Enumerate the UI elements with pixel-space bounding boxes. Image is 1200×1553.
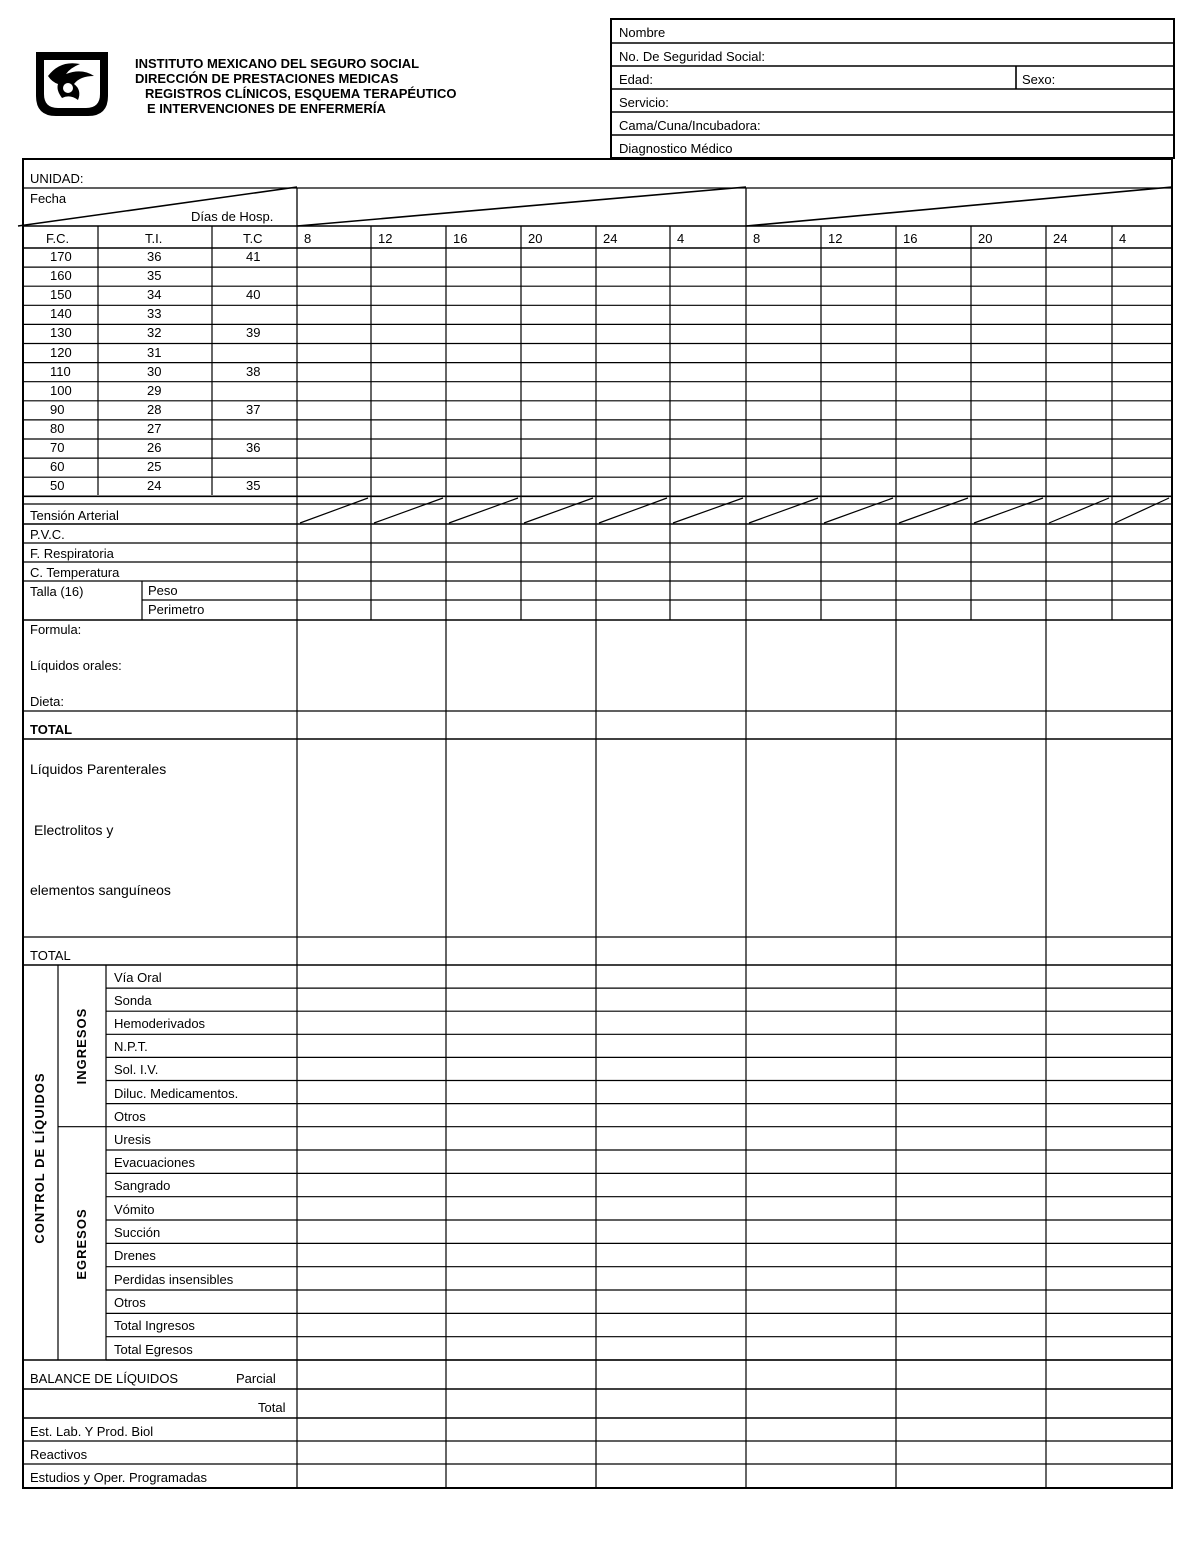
- hour-header: 16: [453, 231, 468, 246]
- cama-field[interactable]: Cama/Cuna/Incubadora:: [619, 118, 761, 133]
- parenterales-line-3: elementos sanguíneos: [30, 882, 171, 898]
- ti-value: 34: [147, 287, 162, 303]
- fc-value: 50: [50, 478, 65, 494]
- est-lab-label: Est. Lab. Y Prod. Biol: [30, 1424, 154, 1439]
- egreso-row-label: Total Ingresos: [114, 1318, 195, 1334]
- c-temperatura-label: C. Temperatura: [30, 565, 120, 580]
- hour-header: 20: [978, 231, 993, 246]
- balance-parcial-label: Parcial: [236, 1371, 276, 1386]
- parenterales-line-2: Electrolitos y: [34, 822, 114, 838]
- tension-arterial-label: Tensión Arterial: [30, 508, 119, 523]
- egreso-row-label: Vómito: [114, 1201, 155, 1217]
- total-oral-label: TOTAL: [30, 722, 73, 737]
- institution-line-2: DIRECCIÓN DE PRESTACIONES MEDICAS: [135, 71, 399, 86]
- ingreso-row-label: Vía Oral: [114, 970, 162, 985]
- ingreso-row-label: Hemoderivados: [114, 1016, 206, 1032]
- sexo-field[interactable]: Sexo:: [1022, 72, 1056, 87]
- perimetro-label: Perimetro: [148, 602, 205, 617]
- edad-field[interactable]: Edad:: [619, 72, 653, 87]
- ti-value: 31: [147, 344, 162, 360]
- tc-value: 40: [246, 287, 261, 303]
- ti-value: 25: [147, 459, 162, 475]
- institution-line-3: REGISTROS CLÍNICOS, ESQUEMA TERAPÉUTICO: [145, 86, 457, 101]
- fecha-label: Fecha: [30, 191, 67, 206]
- ti-value: 30: [147, 363, 162, 379]
- tc-value: 36: [246, 440, 261, 455]
- tc-value: 41: [246, 249, 261, 264]
- talla-label: Talla (16): [30, 584, 84, 599]
- fc-value: 130: [50, 325, 72, 341]
- egreso-row-label: Evacuaciones: [114, 1155, 195, 1171]
- tc-value: 39: [246, 325, 261, 341]
- ingresos-label: INGRESOS: [74, 1007, 89, 1085]
- hour-header: 4: [1119, 231, 1127, 246]
- ti-value: 35: [147, 268, 162, 284]
- total-parenteral-label: TOTAL: [30, 948, 71, 963]
- servicio-field[interactable]: Servicio:: [619, 95, 669, 110]
- hour-header: 8: [304, 231, 312, 246]
- hour-header: 12: [378, 231, 393, 246]
- tc-value: 35: [246, 478, 261, 494]
- fc-value: 120: [50, 344, 72, 360]
- f-respiratoria-label: F. Respiratoria: [30, 546, 114, 561]
- egreso-row-label: Sangrado: [114, 1178, 171, 1194]
- fc-value: 60: [50, 459, 65, 475]
- fc-value: 90: [50, 401, 65, 417]
- dieta-label: Dieta:: [30, 694, 64, 709]
- peso-label: Peso: [148, 583, 178, 598]
- institution-line-4: E INTERVENCIONES DE ENFERMERÍA: [147, 101, 386, 116]
- egreso-row-label: Perdidas insensibles: [114, 1271, 234, 1287]
- fc-value: 80: [50, 420, 65, 436]
- fc-header: F.C.: [46, 231, 70, 246]
- egreso-row-label: Total Egresos: [114, 1341, 193, 1357]
- hour-header: 20: [528, 231, 543, 246]
- ti-value: 32: [147, 325, 162, 341]
- liquidos-orales-label: Líquidos orales:: [30, 658, 122, 673]
- hour-header: 12: [828, 231, 843, 246]
- ingreso-row-label: N.P.T.: [114, 1039, 148, 1055]
- hour-header: 24: [1053, 231, 1068, 246]
- dias-hosp-label: Días de Hosp.: [191, 209, 274, 224]
- parenterales-line-1: Líquidos Parenterales: [30, 761, 167, 777]
- formula-label: Formula:: [30, 622, 82, 637]
- hour-header: 16: [903, 231, 918, 246]
- ingreso-row-label: Sonda: [114, 993, 152, 1009]
- balance-total-label: Total: [258, 1400, 286, 1415]
- fc-value: 70: [50, 440, 65, 455]
- ingreso-row-label: Diluc. Medicamentos.: [114, 1085, 239, 1101]
- institution-line-1: INSTITUTO MEXICANO DEL SEGURO SOCIAL: [135, 56, 420, 71]
- egreso-row-label: Uresis: [114, 1131, 151, 1147]
- fc-value: 140: [50, 306, 72, 322]
- ingreso-row-label: Otros: [114, 1108, 146, 1124]
- reactivos-label: Reactivos: [30, 1447, 88, 1462]
- nombre-field[interactable]: Nombre: [619, 25, 666, 40]
- tc-value: 37: [246, 401, 261, 417]
- ti-value: 27: [147, 420, 162, 436]
- egresos-label: EGRESOS: [74, 1208, 89, 1280]
- diagnostico-field[interactable]: Diagnostico Médico: [619, 141, 733, 156]
- tc-value: 38: [246, 363, 261, 379]
- hour-header: 4: [677, 231, 685, 246]
- tc-header: T.C: [243, 231, 263, 246]
- unidad-label: UNIDAD:: [30, 171, 84, 186]
- fc-value: 160: [50, 268, 72, 284]
- ti-value: 36: [147, 249, 162, 264]
- ti-header: T.I.: [145, 231, 163, 246]
- fc-value: 100: [50, 382, 72, 398]
- egreso-row-label: Succión: [114, 1225, 161, 1241]
- egreso-row-label: Otros: [114, 1295, 146, 1310]
- estudios-label: Estudios y Oper. Programadas: [30, 1470, 208, 1485]
- fc-value: 110: [50, 363, 71, 379]
- nss-field[interactable]: No. De Seguridad Social:: [619, 49, 765, 64]
- ti-value: 33: [147, 306, 162, 322]
- hour-header: 24: [603, 231, 618, 246]
- ti-value: 29: [147, 382, 162, 398]
- hour-header: 8: [753, 231, 761, 246]
- fc-value: 150: [50, 287, 72, 303]
- ti-value: 26: [147, 440, 162, 455]
- balance-label: BALANCE DE LÍQUIDOS: [30, 1371, 179, 1386]
- pvc-label: P.V.C.: [30, 527, 65, 542]
- ti-value: 28: [147, 401, 162, 417]
- control-liquidos-label: CONTROL DE LÍQUIDOS: [32, 1072, 47, 1244]
- ingreso-row-label: Sol. I.V.: [114, 1062, 159, 1078]
- egreso-row-label: Drenes: [114, 1248, 156, 1264]
- ti-value: 24: [147, 478, 162, 494]
- fc-value: 170: [50, 249, 72, 264]
